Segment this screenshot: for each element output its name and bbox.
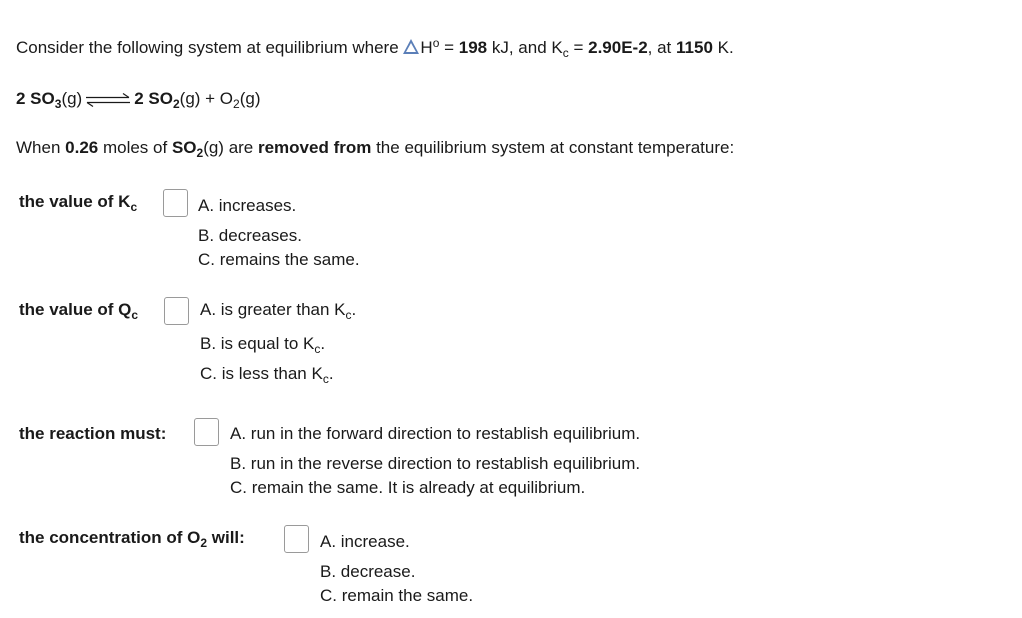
- delta-h-symbol: H: [420, 38, 433, 57]
- moles-value: 0.26: [65, 138, 99, 157]
- perturbation-text-3: the equilibrium system at constant temperature:: [371, 138, 735, 157]
- question-3-answer-box[interactable]: [194, 418, 219, 446]
- perturbation-text-1: When: [16, 138, 66, 157]
- question-4-option-b: B. decrease.: [320, 562, 416, 581]
- intro-unit: kJ, and K: [487, 38, 563, 57]
- intro-text-2: , at: [647, 38, 677, 57]
- reactant-subscript: 3: [54, 97, 62, 111]
- question-4-label-text: the concentration of O: [19, 528, 201, 547]
- standard-state-superscript: o: [432, 36, 440, 50]
- intro-line: [16, 38, 734, 58]
- temperature-value: 1150: [676, 38, 713, 57]
- perturbation-line: [16, 138, 734, 158]
- question-1-label-text: the value of K: [19, 192, 131, 211]
- delta-icon: [403, 39, 419, 54]
- reactant-state: (g): [61, 89, 83, 108]
- question-2-option-b-text: B. is equal to K: [200, 334, 315, 353]
- intro-text-1: Consider the following system at equilibrium where: [16, 38, 404, 57]
- question-1-label-subscript: c: [130, 200, 138, 214]
- question-2-label: [19, 300, 138, 320]
- question-2-option-b: [200, 334, 325, 354]
- question-2-option-a: [200, 300, 356, 320]
- species-name: [171, 138, 204, 160]
- products: [134, 89, 261, 111]
- perturbation-action: removed from: [257, 138, 372, 157]
- question-4-label-tail: will:: [207, 528, 245, 547]
- intro-eq: =: [439, 38, 459, 57]
- species-subscript: 2: [196, 146, 204, 160]
- question-2-option-c-end: .: [328, 364, 334, 383]
- product-so2-formula: 2 SO: [134, 89, 173, 108]
- question-2-label-text: the value of Q: [19, 300, 132, 319]
- reactant: [16, 89, 83, 111]
- kc-subscript: c: [562, 46, 569, 60]
- question-2-answer-box[interactable]: [164, 297, 189, 325]
- question-3-option-b: B. run in the reverse direction to restablish equilibrium.: [230, 454, 641, 473]
- question-1-label: [19, 192, 137, 212]
- question-2-option-c: [200, 364, 334, 384]
- question-4-label-subscript: 2: [200, 536, 208, 550]
- question-2-option-c-subscript: c: [322, 372, 329, 386]
- species-state: (g) are: [203, 138, 258, 157]
- question-4-option-c: C. remain the same.: [320, 586, 474, 605]
- question-4-answer-box[interactable]: [284, 525, 309, 553]
- question-1-answer-box[interactable]: [163, 189, 188, 217]
- product-so2-subscript: 2: [172, 97, 180, 111]
- reactant-formula: 2 SO: [16, 89, 55, 108]
- question-3-label: the reaction must:: [19, 424, 167, 443]
- intro-eq-2: =: [568, 38, 589, 57]
- question-2-option-c-text: C. is less than K: [200, 364, 323, 383]
- product-o2-subscript: 2: [233, 97, 240, 111]
- question-4-label: [19, 528, 245, 548]
- intro-text-3: K.: [712, 38, 734, 57]
- question-1-option-c: C. remains the same.: [198, 250, 360, 269]
- question-2-option-a-end: .: [351, 300, 357, 319]
- question-4-option-a: A. increase.: [320, 532, 410, 551]
- question-3-option-a: A. run in the forward direction to restablish equilibrium.: [230, 424, 641, 443]
- question-1-option-b: B. decreases.: [198, 226, 302, 245]
- question-2-label-subscript: c: [131, 308, 139, 322]
- product-state-plus: (g) + O: [179, 89, 234, 108]
- question-1-option-a: A. increases.: [198, 196, 297, 215]
- product-o2-state: (g): [239, 89, 261, 108]
- question-2-option-a-subscript: c: [345, 308, 352, 322]
- perturbation-text-2: moles of: [98, 138, 172, 157]
- equilibrium-arrow-icon: [85, 93, 131, 107]
- question-2-option-b-end: .: [320, 334, 326, 353]
- reaction-equation: [16, 89, 261, 109]
- species-formula: SO: [171, 138, 197, 157]
- question-2-option-b-subscript: c: [314, 342, 321, 356]
- delta-h-value: 198: [458, 38, 488, 57]
- question-3-option-c: C. remain the same. It is already at equilibrium.: [230, 478, 586, 497]
- kc-value: 2.90E-2: [588, 38, 648, 57]
- question-2-option-a-text: A. is greater than K: [200, 300, 346, 319]
